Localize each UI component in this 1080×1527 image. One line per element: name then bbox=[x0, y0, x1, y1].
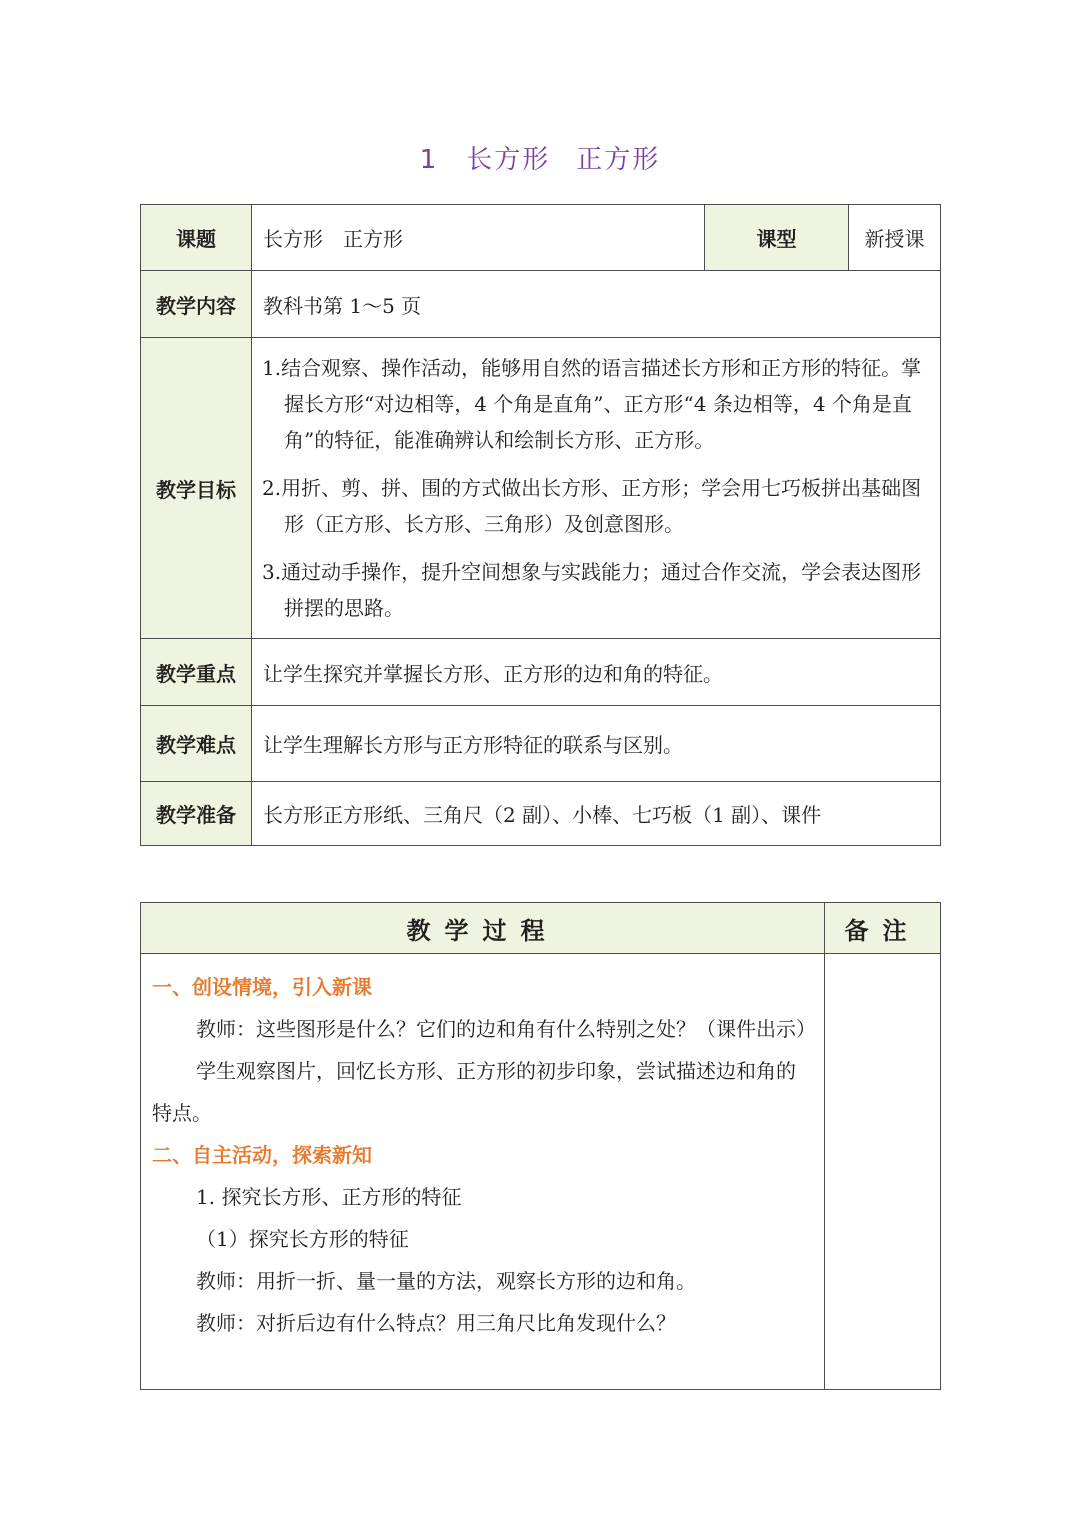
process-header: 教学过程 bbox=[141, 903, 825, 954]
type-label: 课型 bbox=[705, 205, 849, 271]
difficulty-label: 教学难点 bbox=[141, 706, 252, 782]
prep-value: 长方形正方形纸、三角尺（2 副）、小棒、七巧板（1 副）、课件 bbox=[252, 782, 941, 846]
key-value: 让学生探究并掌握长方形、正方形的边和角的特征。 bbox=[252, 639, 941, 706]
type-value: 新授课 bbox=[849, 205, 941, 271]
notes-cell bbox=[825, 954, 941, 1390]
title-part-1: 长方形 bbox=[466, 145, 551, 175]
difficulty-value: 让学生理解长方形与正方形特征的联系与区别。 bbox=[252, 706, 941, 782]
notes-header: 备注 bbox=[825, 903, 941, 954]
list-item: 1. 探究长方形、正方形的特征 bbox=[196, 1185, 462, 1209]
goal-item: 3.通过动手操作，提升空间想象与实践能力；通过合作交流，学会表达图形拼摆的思路。 bbox=[262, 560, 922, 620]
section-heading: 二、自主活动，探索新知 bbox=[152, 1143, 372, 1167]
process-body bbox=[141, 954, 825, 1390]
title-part-2: 正方形 bbox=[576, 145, 661, 175]
teaching-process-table bbox=[140, 902, 941, 1390]
lesson-info-table bbox=[140, 204, 941, 846]
key-label: 教学重点 bbox=[141, 639, 252, 706]
page-title bbox=[0, 140, 1080, 180]
section-heading: 一、创设情境，引入新课 bbox=[152, 975, 372, 999]
paragraph: 教师：这些图形是什么？它们的边和角有什么特别之处？（课件出示） bbox=[196, 1017, 816, 1041]
content-value: 教科书第 1～5 页 bbox=[252, 271, 941, 338]
goals-label: 教学目标 bbox=[141, 338, 252, 639]
topic-label: 课题 bbox=[141, 205, 252, 271]
paragraph: 教师：用折一折、量一量的方法，观察长方形的边和角。 bbox=[196, 1269, 696, 1293]
title-number: 1 bbox=[419, 145, 439, 175]
prep-label: 教学准备 bbox=[141, 782, 252, 846]
goal-item: 2.用折、剪、拼、围的方式做出长方形、正方形；学会用七巧板拼出基础图形（正方形、长方形、三角形）及创意图形。 bbox=[262, 476, 922, 536]
content-label: 教学内容 bbox=[141, 271, 252, 338]
goals-cell bbox=[252, 338, 941, 639]
paragraph: 学生观察图片，回忆长方形、正方形的初步印象，尝试描述边和角的特点。 bbox=[152, 1059, 796, 1125]
paragraph: 教师：对折后边有什么特点？用三角尺比角发现什么？ bbox=[196, 1311, 676, 1335]
topic-value: 长方形 正方形 bbox=[252, 205, 705, 271]
list-item: （1）探究长方形的特征 bbox=[196, 1227, 409, 1251]
goal-item: 1.结合观察、操作活动，能够用自然的语言描述长方形和正方形的特征。掌握长方形“对边相等，4 个角是直角”、正方形“4 条边相等，4 个角是直角”的特征，能准确辨认和绘制长方形、正方形。 bbox=[262, 356, 922, 452]
